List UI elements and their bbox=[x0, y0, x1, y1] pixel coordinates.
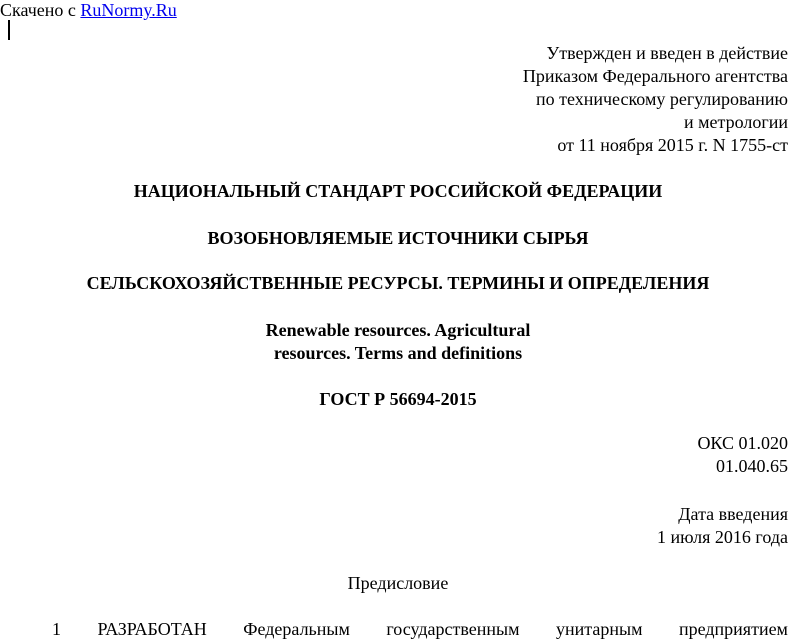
national-standard-heading: НАЦИОНАЛЬНЫЙ СТАНДАРТ РОССИЙСКОЙ ФЕДЕРАЦИИ bbox=[133, 181, 663, 201]
paragraph-word: государственным bbox=[386, 619, 520, 639]
oks-code: ОКС 01.020 bbox=[697, 433, 788, 453]
title-ru-heading-2: СЕЛЬСКОХОЗЯЙСТВЕННЫЕ РЕСУРСЫ. ТЕРМИНЫ И ОПРЕДЕЛЕНИЯ bbox=[86, 273, 710, 293]
paragraph-word: Федеральным bbox=[243, 619, 350, 639]
introduction-date-block bbox=[657, 503, 788, 549]
title-en-line: resources. Terms and definitions bbox=[273, 343, 523, 363]
approval-block bbox=[523, 42, 788, 157]
approval-line: Приказом Федерального агентства bbox=[522, 66, 788, 86]
oks-code: 01.040.65 bbox=[716, 456, 788, 476]
approval-line: по техническому регулированию bbox=[535, 89, 788, 109]
foreword-heading: Предисловие bbox=[347, 573, 449, 593]
gost-number: ГОСТ Р 56694-2015 bbox=[319, 389, 477, 409]
introduction-date-label: Дата введения bbox=[678, 504, 788, 524]
title-ru-heading-1: ВОЗОБНОВЛЯЕМЫЕ ИСТОЧНИКИ СЫРЬЯ bbox=[207, 228, 589, 248]
paragraph-word: РАЗРАБОТАН bbox=[97, 619, 207, 639]
text-cursor bbox=[8, 20, 10, 40]
approval-line: Утвержден и введен в действие bbox=[546, 43, 788, 63]
approval-line: от 11 ноября 2015 г. N 1755-ст bbox=[557, 135, 788, 155]
oks-block bbox=[697, 432, 788, 478]
runormy-link[interactable]: RuNormy.Ru bbox=[80, 0, 177, 20]
paragraph-word: унитарным bbox=[556, 619, 643, 639]
foreword-paragraph-1 bbox=[52, 618, 788, 640]
download-source-line bbox=[0, 0, 177, 20]
paragraph-word: предприятием bbox=[678, 619, 788, 639]
introduction-date-value: 1 июля 2016 года bbox=[657, 527, 788, 547]
paragraph-word: 1 bbox=[52, 619, 61, 639]
approval-line: и метрологии bbox=[684, 112, 788, 132]
download-prefix: Скачено с bbox=[0, 0, 81, 20]
title-en-line: Renewable resources. Agricultural bbox=[265, 320, 531, 340]
title-en-block bbox=[0, 319, 790, 365]
